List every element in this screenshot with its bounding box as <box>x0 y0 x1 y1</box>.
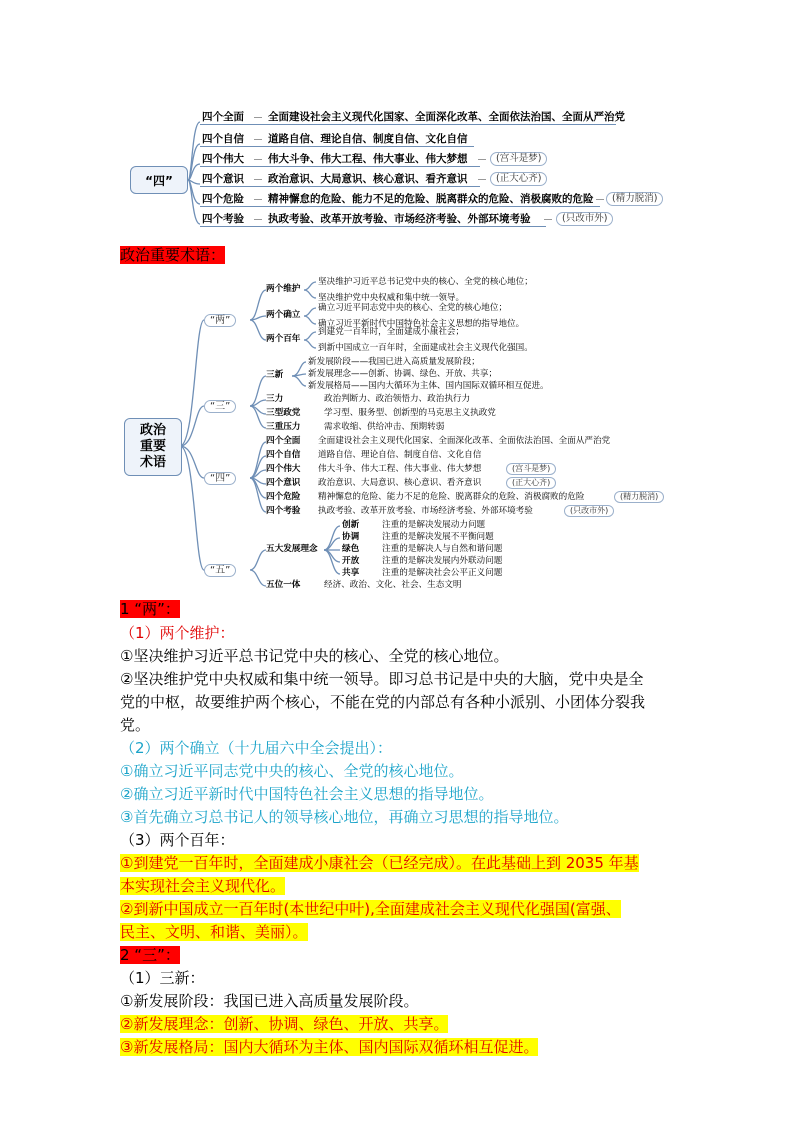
mnemonic-badge: (只改市外) <box>564 505 614 517</box>
san-key: 三重压力 <box>266 422 301 432</box>
mnemonic-badge: (精力脱消) <box>606 192 663 206</box>
group-wu: “五” <box>204 564 236 577</box>
si-value: 伟大斗争、伟大工程、伟大事业、伟大梦想 <box>318 464 482 474</box>
row-key: 四个考验 <box>202 213 244 225</box>
mindmap-terms <box>120 268 680 593</box>
concept-value: 注重的是解决发展不平衡问题 <box>382 532 494 542</box>
liang-line: 坚决维护党中央权威和集中统一领导。 <box>318 293 465 303</box>
san-line: 学习型、服务型、创新型的马克思主义执政党 <box>324 408 496 418</box>
san-line: 政治判断力、政治领悟力、政治执行力 <box>324 394 471 404</box>
section-title: 2 “三”： <box>120 946 180 964</box>
san-key: 三新 <box>266 370 284 380</box>
si-value: 全面建设社会主义现代化国家、全面深化改革、全面依法治国、全面从严治党 <box>318 436 611 446</box>
si-key: 四个自信 <box>266 450 301 460</box>
san-key: 三力 <box>266 394 284 404</box>
subsection-title: （3）两个百年： <box>120 831 235 849</box>
paragraph: 民主、文明、和谐、美丽）。 <box>120 923 308 941</box>
row-key: 四个伟大 <box>202 153 244 165</box>
row-key: 四个意识 <box>202 173 244 185</box>
liang-line: 坚决维护习近平总书记党中央的核心、全党的核心地位； <box>318 277 533 287</box>
paragraph: ①新发展阶段：我国已进入高质量发展阶段。 <box>120 992 419 1010</box>
row-value: 伟大斗争、伟大工程、伟大事业、伟大梦想 <box>268 153 468 165</box>
liang-key: 两个百年 <box>266 334 301 344</box>
si-value: 精神懈怠的危险、能力不足的危险、脱离群众的危险、消极腐败的危险 <box>318 492 585 502</box>
mindmap-si <box>128 104 668 234</box>
subsection-title: （1）两个维护： <box>120 624 235 642</box>
mnemonic-badge: (只改市外) <box>556 212 613 226</box>
row-key: 四个自信 <box>202 133 244 145</box>
paragraph: 本实现社会主义现代化。 <box>120 877 286 895</box>
paragraph: ②确立习近平新时代中国特色社会主义思想的指导地位。 <box>120 785 494 803</box>
concept-key: 协调 <box>342 532 360 542</box>
mnemonic-badge: (正大心齐) <box>506 477 556 489</box>
si-key: 四个伟大 <box>266 464 301 474</box>
san-line: 新发展阶段——我国已进入高质量发展阶段； <box>308 357 480 367</box>
liang-line: 确立习近平同志党中央的核心、全党的核心地位； <box>318 303 508 313</box>
mnemonic-badge: (精力脱消) <box>614 491 664 503</box>
paragraph: ③新发展格局：国内大循环为主体、国内国际双循环相互促进。 <box>120 1038 539 1056</box>
paragraph: ①坚决维护习近平总书记党中央的核心、全党的核心地位。 <box>120 647 509 665</box>
group-liang: “两” <box>204 314 236 327</box>
paragraph: 党的中枢，故要维护两个核心，不能在党的内部总有各种小派别、小团体分裂我 <box>120 693 646 711</box>
san-line: 新发展格局——国内大循环为主体、国内国际双循环相互促进。 <box>308 381 549 391</box>
paragraph: 党。 <box>120 716 151 734</box>
si-value: 政治意识、大局意识、核心意识、看齐意识 <box>318 478 482 488</box>
liang-line: 到新中国成立一百年时，全面建成社会主义现代化强国。 <box>318 343 533 353</box>
row-value: 政治意识、大局意识、核心意识、看齐意识 <box>268 173 468 185</box>
subsection-title: （1）三新： <box>120 969 205 987</box>
mindmap-si-center: “四” <box>130 166 188 194</box>
si-key: 四个考验 <box>266 506 301 516</box>
mnemonic-badge: (宫斗是梦) <box>506 463 556 475</box>
paragraph: ③首先确立习总书记人的领导核心地位，再确立习思想的指导地位。 <box>120 808 569 826</box>
paragraph: ①到建党一百年时，全面建成小康社会（已经完成）。在此基础上到 2035 年基 <box>120 854 639 872</box>
wu-value: 经济、政治、文化、社会、生态文明 <box>324 580 462 590</box>
concept-value: 注重的是解决人与自然和谐问题 <box>382 544 503 554</box>
mnemonic-badge: (宫斗是梦) <box>490 152 547 166</box>
paragraph: ②坚决维护党中央权威和集中统一领导。即习总书记是中央的大脑，党中央是全 <box>120 670 644 688</box>
si-value: 道路自信、理论自信、制度自信、文化自信 <box>318 450 482 460</box>
si-value: 执政考验、改革开放考验、市场经济考验、外部环境考验 <box>318 506 533 516</box>
concept-key: 创新 <box>342 520 360 530</box>
concept-value: 注重的是解决发展动力问题 <box>382 520 486 530</box>
concept-key: 共享 <box>342 568 360 578</box>
paragraph: ②新发展理念：创新、协调、绿色、开放、共享。 <box>120 1015 449 1033</box>
row-key: 四个全面 <box>202 111 244 123</box>
san-key: 三型政党 <box>266 408 301 418</box>
mindmap-terms-center: 政治 重要 术语 <box>124 418 182 476</box>
paragraph: ②到新中国成立一百年时(本世纪中叶),全面建成社会主义现代化强国(富强、 <box>120 900 621 918</box>
wu-key: 五位一体 <box>266 580 301 590</box>
section-heading: 政治重要术语： <box>120 246 226 264</box>
wu-key: 五大发展理念 <box>266 544 318 554</box>
group-san: “三” <box>204 400 236 413</box>
section-title: 1 “两”： <box>120 600 180 618</box>
san-line: 需求收缩、供给冲击、预期转弱 <box>324 422 445 432</box>
group-si: “四” <box>204 472 236 485</box>
concept-key: 开放 <box>342 556 360 566</box>
si-key: 四个全面 <box>266 436 301 446</box>
liang-line: 到建党一百年时，全面建成小康社会； <box>318 327 465 337</box>
paragraph: ①确立习近平同志党中央的核心、全党的核心地位。 <box>120 762 464 780</box>
san-line: 新发展理念——创新、协调、绿色、开放、共享； <box>308 369 498 379</box>
row-key: 四个危险 <box>202 193 244 205</box>
liang-key: 两个确立 <box>266 310 301 320</box>
row-value: 精神懈怠的危险、能力不足的危险、脱离群众的危险、消极腐败的危险 <box>268 193 594 205</box>
si-key: 四个危险 <box>266 492 301 502</box>
concept-key: 绿色 <box>342 544 360 554</box>
concept-value: 注重的是解决社会公平正义问题 <box>382 568 503 578</box>
row-value: 道路自信、理论自信、制度自信、文化自信 <box>268 133 468 145</box>
mnemonic-badge: (正大心齐) <box>490 172 547 186</box>
liang-key: 两个维护 <box>266 284 301 294</box>
row-value: 执政考验、改革开放考验、市场经济考验、外部环境考验 <box>268 213 531 225</box>
liang-line: 确立习近平新时代中国特色社会主义思想的指导地位。 <box>318 319 525 329</box>
concept-value: 注重的是解决发展内外联动问题 <box>382 556 503 566</box>
subsection-title: （2）两个确立（十九届六中全会提出）： <box>120 739 393 757</box>
row-value: 全面建设社会主义现代化国家、全面深化改革、全面依法治国、全面从严治党 <box>268 111 625 123</box>
si-key: 四个意识 <box>266 478 301 488</box>
